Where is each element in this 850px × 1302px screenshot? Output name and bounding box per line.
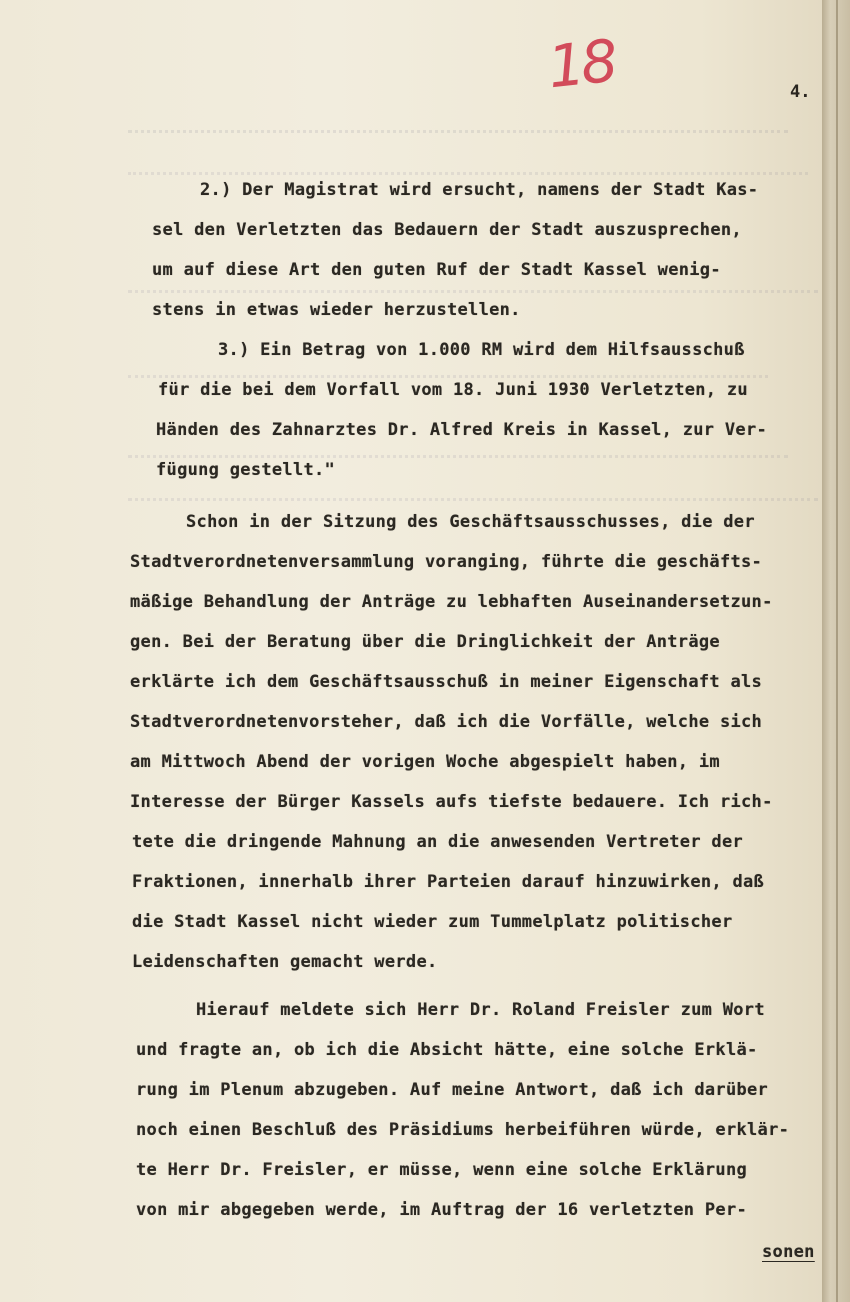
text-line: um auf diese Art den guten Ruf der Stadt Kassel wenig- [152,260,721,280]
text-line: Interesse der Bürger Kassels aufs tiefste bedauere. Ich rich- [130,792,773,812]
text-line: te Herr Dr. Freisler, er müsse, wenn eine solche Erklärung [136,1160,748,1180]
text-line: Stadtverordnetenvorsteher, daß ich die Vorfälle, welche sich [130,712,763,732]
page-number: 4. [790,82,811,102]
text-line: und fragte an, ob ich die Absicht hätte, eine solche Erklä- [136,1040,758,1060]
text-line: tete die dringende Mahnung an die anwesenden Vertreter der [132,832,744,852]
text-line: erklärte ich dem Geschäftsausschuß in meiner Eigenschaft als [130,672,763,692]
text-line: für die bei dem Vorfall vom 18. Juni 1930 Verletzten, zu [158,380,748,400]
text-line: Stadtverordnetenversammlung voranging, führte die geschäfts- [130,552,763,572]
text-line: noch einen Beschluß des Präsidiums herbeiführen würde, erklär- [136,1120,790,1140]
text-line: die Stadt Kassel nicht wieder zum Tummelplatz politischer [132,912,733,932]
text-line: Schon in der Sitzung des Geschäftsausschusses, die der [186,512,755,532]
text-line: mäßige Behandlung der Anträge zu lebhaften Auseinandersetzun- [130,592,773,612]
text-line: stens in etwas wieder herzustellen. [152,300,521,320]
text-line: von mir abgegeben werde, im Auftrag der 16 verletzten Per- [136,1200,748,1220]
text-line: gen. Bei der Beratung über die Dringlichkeit der Anträge [130,632,720,652]
text-line: Leidenschaften gemacht werde. [132,952,438,972]
text-line: rung im Plenum abzugeben. Auf meine Antwort, daß ich darüber [136,1080,769,1100]
text-line: 3.) Ein Betrag von 1.000 RM wird dem Hilfsausschuß [218,340,745,360]
text-line: Fraktionen, innerhalb ihrer Parteien darauf hinzuwirken, daß [132,872,765,892]
catchword: sonen [762,1242,815,1262]
handwritten-folio-number: 18 [544,26,618,102]
text-line: sel den Verletzten das Bedauern der Stadt auszusprechen, [152,220,742,240]
text-line: 2.) Der Magistrat wird ersucht, namens der Stadt Kas- [200,180,759,200]
text-line: am Mittwoch Abend der vorigen Woche abgespielt haben, im [130,752,720,772]
text-line: fügung gestellt." [156,460,336,480]
text-line: Händen des Zahnarztes Dr. Alfred Kreis in Kassel, zur Ver- [156,420,768,440]
text-line: Hierauf meldete sich Herr Dr. Roland Freisler zum Wort [196,1000,765,1020]
